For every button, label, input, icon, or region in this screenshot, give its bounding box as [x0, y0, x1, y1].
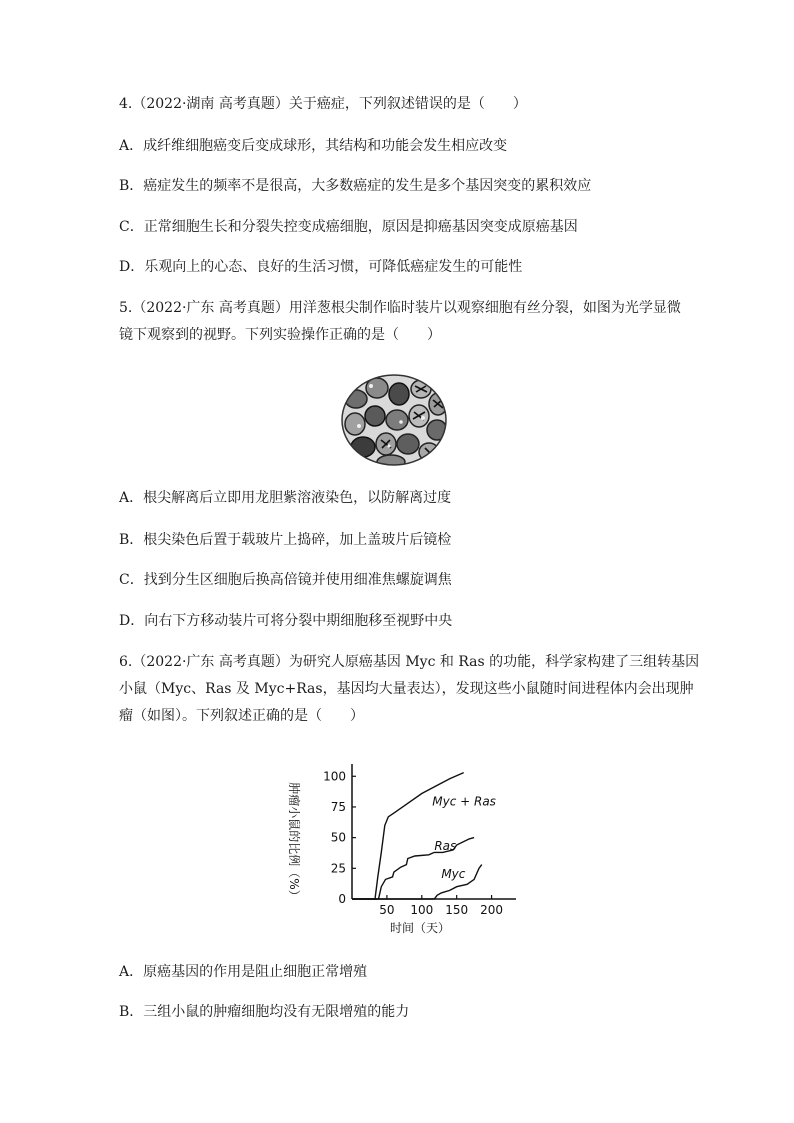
series-label-3: Myc — [441, 867, 466, 882]
y-tick-label: 75 — [330, 799, 346, 814]
q5-option-d: D．向右下方移动装片可将分裂中期细胞移至视野中央 — [119, 613, 453, 629]
q6-option-b: B．三组小鼠的肿瘤细胞均没有无限增殖的能力 — [119, 1004, 410, 1020]
q5-option-a: A．根尖解离后立即用龙胆紫溶液染色，以防解离过度 — [119, 490, 452, 506]
chart-y-ticks — [323, 769, 356, 906]
q5-stem-line1: 5.（2022·广东 高考真题）用洋葱根尖制作临时装片以观察细胞有丝分裂，如图为光学显微 — [119, 300, 681, 316]
q4-option-d: D．乐观向上的心态、良好的生活习惯，可降低癌症发生的可能性 — [119, 259, 523, 275]
q5-option-c: C．找到分生区细胞后换高倍镜并使用细准焦螺旋调焦 — [119, 572, 452, 588]
q6-stem-line2: 小鼠（Myc、Ras 及 Myc+Ras，基因均大量表达），发现这些小鼠随时间进程体内会出现肿 — [119, 681, 694, 697]
chart-x-axis-title: 时间（天） — [389, 921, 451, 935]
y-tick-label: 50 — [330, 830, 346, 845]
y-tick-label: 100 — [323, 769, 346, 784]
series-label-1: Myc + Ras — [432, 794, 496, 809]
chart-series-labels — [432, 795, 496, 881]
x-tick-label: 200 — [480, 903, 504, 917]
tumor-incidence-line-chart — [280, 756, 520, 938]
q4-option-b: B．癌症发生的频率不是很高，大多数癌症的发生是多个基因突变的累积效应 — [119, 178, 592, 194]
q5-option-b: B．根尖染色后置于载玻片上捣碎，加上盖玻片后镜检 — [119, 532, 452, 548]
y-tick-label: 0 — [338, 892, 346, 906]
q6-stem-line1: 6.（2022·广东 高考真题）为研究人原癌基因 Myc 和 Ras 的功能，科学家构建了三组转基因 — [119, 654, 700, 670]
x-tick-label: 50 — [379, 903, 395, 917]
q4-option-c: C．正常细胞生长和分裂失控变成癌细胞，原因是抑癌基因突变成原癌基因 — [119, 219, 578, 235]
series-label-2: Ras — [434, 838, 457, 853]
x-tick-label: 150 — [445, 903, 469, 917]
q5-stem-line2: 镜下观察到的视野。下列实验操作正确的是（ ） — [119, 327, 441, 343]
x-tick-label: 100 — [410, 903, 434, 917]
q4-stem: 4.（2022·湖南 高考真题）关于癌症，下列叙述错误的是（ ） — [119, 96, 527, 112]
chart-y-axis-title: 肿瘤小鼠的比例（%） — [287, 782, 301, 902]
microscope-field-image — [341, 374, 447, 466]
q6-stem-line3: 瘤（如图）。下列叙述正确的是（ ） — [119, 708, 364, 724]
q6-option-a: A．原癌基因的作用是阻止细胞正常增殖 — [119, 964, 368, 980]
y-tick-label: 25 — [330, 861, 346, 876]
q4-option-a: A．成纤维细胞癌变后变成球形，其结构和功能会发生相应改变 — [119, 138, 508, 154]
